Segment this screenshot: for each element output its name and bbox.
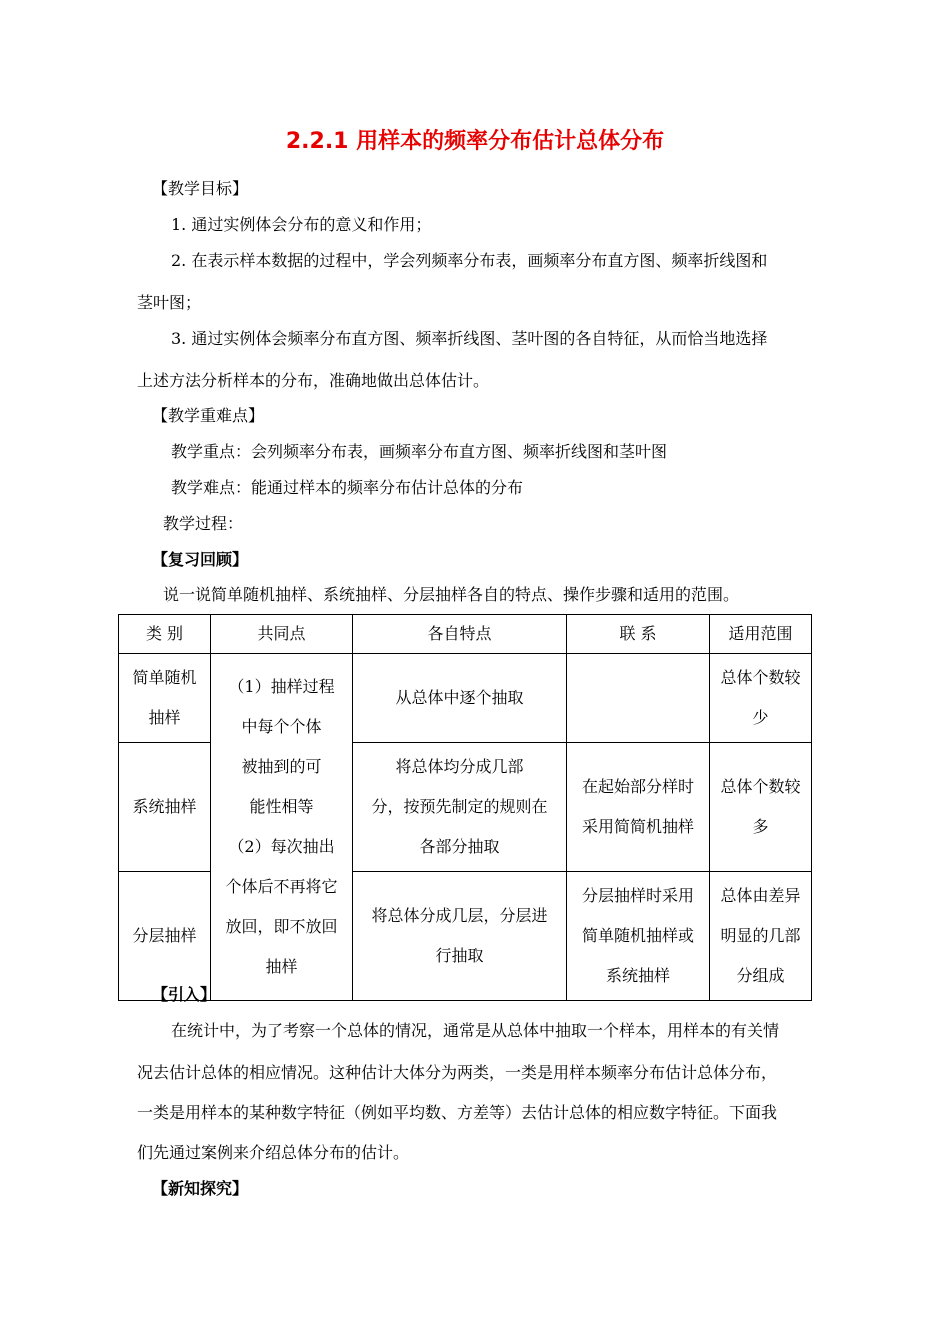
type-cell: 简单随机 抽样 — [119, 654, 211, 743]
scope-cell: 总体个数较 少 — [710, 654, 812, 743]
type-cell: 系统抽样 — [119, 743, 211, 872]
common-cell: （1）抽样过程 中每个个体 被抽到的可 能性相等 （2）每次抽出 个体后不再将它 放回，即不放回 抽样 — [211, 654, 353, 1001]
goal-line: 茎叶图； — [137, 293, 202, 312]
goal-line: 2. 在表示样本数据的过程中，学会列频率分布表，画频率分布直方图、频率折线图和 — [171, 251, 768, 270]
difficult-point: 教学难点：能通过样本的频率分布估计总体的分布 — [171, 478, 524, 497]
process-label: 教学过程： — [163, 514, 244, 533]
feature-cell: 从总体中逐个抽取 — [353, 654, 567, 743]
key-point: 教学重点：会列频率分布表，画频率分布直方图、频率折线图和茎叶图 — [171, 442, 668, 461]
relation-cell: 分层抽样时采用 简单随机抽样或 系统抽样 — [567, 872, 710, 1001]
type-cell: 分层抽样 — [119, 872, 211, 1001]
header-cell: 各自特点 — [353, 615, 567, 654]
intro-line: 况去估计总体的相应情况。这种估计大体分为两类，一类是用样本频率分布估计总体分布， — [137, 1063, 778, 1082]
intro-line: 一类是用样本的某种数字特征（例如平均数、方差等）去估计总体的相应数字特征。下面我 — [137, 1103, 778, 1122]
relation-cell — [567, 654, 710, 743]
feature-cell: 将总体均分成几部 分，按预先制定的规则在 各部分抽取 — [353, 743, 567, 872]
intro-line: 在统计中，为了考察一个总体的情况，通常是从总体中抽取一个样本，用样本的有关情 — [171, 1021, 780, 1040]
table-header-row — [119, 615, 812, 654]
scope-cell: 总体由差异 明显的几部 分组成 — [710, 872, 812, 1001]
header-cell: 共同点 — [211, 615, 353, 654]
key-heading: 【教学重难点】 — [152, 406, 265, 425]
header-cell: 类 别 — [119, 615, 211, 654]
sampling-comparison-table — [118, 614, 812, 1001]
intro-heading: 【引入】 — [152, 985, 217, 1004]
relation-cell: 在起始部分样时 采用简简机抽样 — [567, 743, 710, 872]
goals-heading: 【教学目标】 — [152, 179, 249, 198]
header-cell: 适用范围 — [710, 615, 812, 654]
goal-line: 上述方法分析样本的分布，准确地做出总体估计。 — [137, 371, 490, 390]
new-knowledge-heading: 【新知探究】 — [152, 1179, 249, 1198]
review-text: 说一说简单随机抽样、系统抽样、分层抽样各自的特点、操作步骤和适用的范围。 — [163, 585, 740, 604]
goal-line: 3. 通过实例体会频率分布直方图、频率折线图、茎叶图的各自特征，从而恰当地选择 — [171, 329, 768, 348]
page-title: 2.2.1 用样本的频率分布估计总体分布 — [285, 129, 665, 154]
feature-cell: 将总体分成几层，分层进 行抽取 — [353, 872, 567, 1001]
table-row — [119, 654, 812, 743]
intro-line: 们先通过案例来介绍总体分布的估计。 — [137, 1143, 410, 1162]
header-cell: 联 系 — [567, 615, 710, 654]
review-heading: 【复习回顾】 — [152, 550, 249, 569]
goal-line: 1. 通过实例体会分布的意义和作用； — [171, 215, 432, 234]
scope-cell: 总体个数较 多 — [710, 743, 812, 872]
